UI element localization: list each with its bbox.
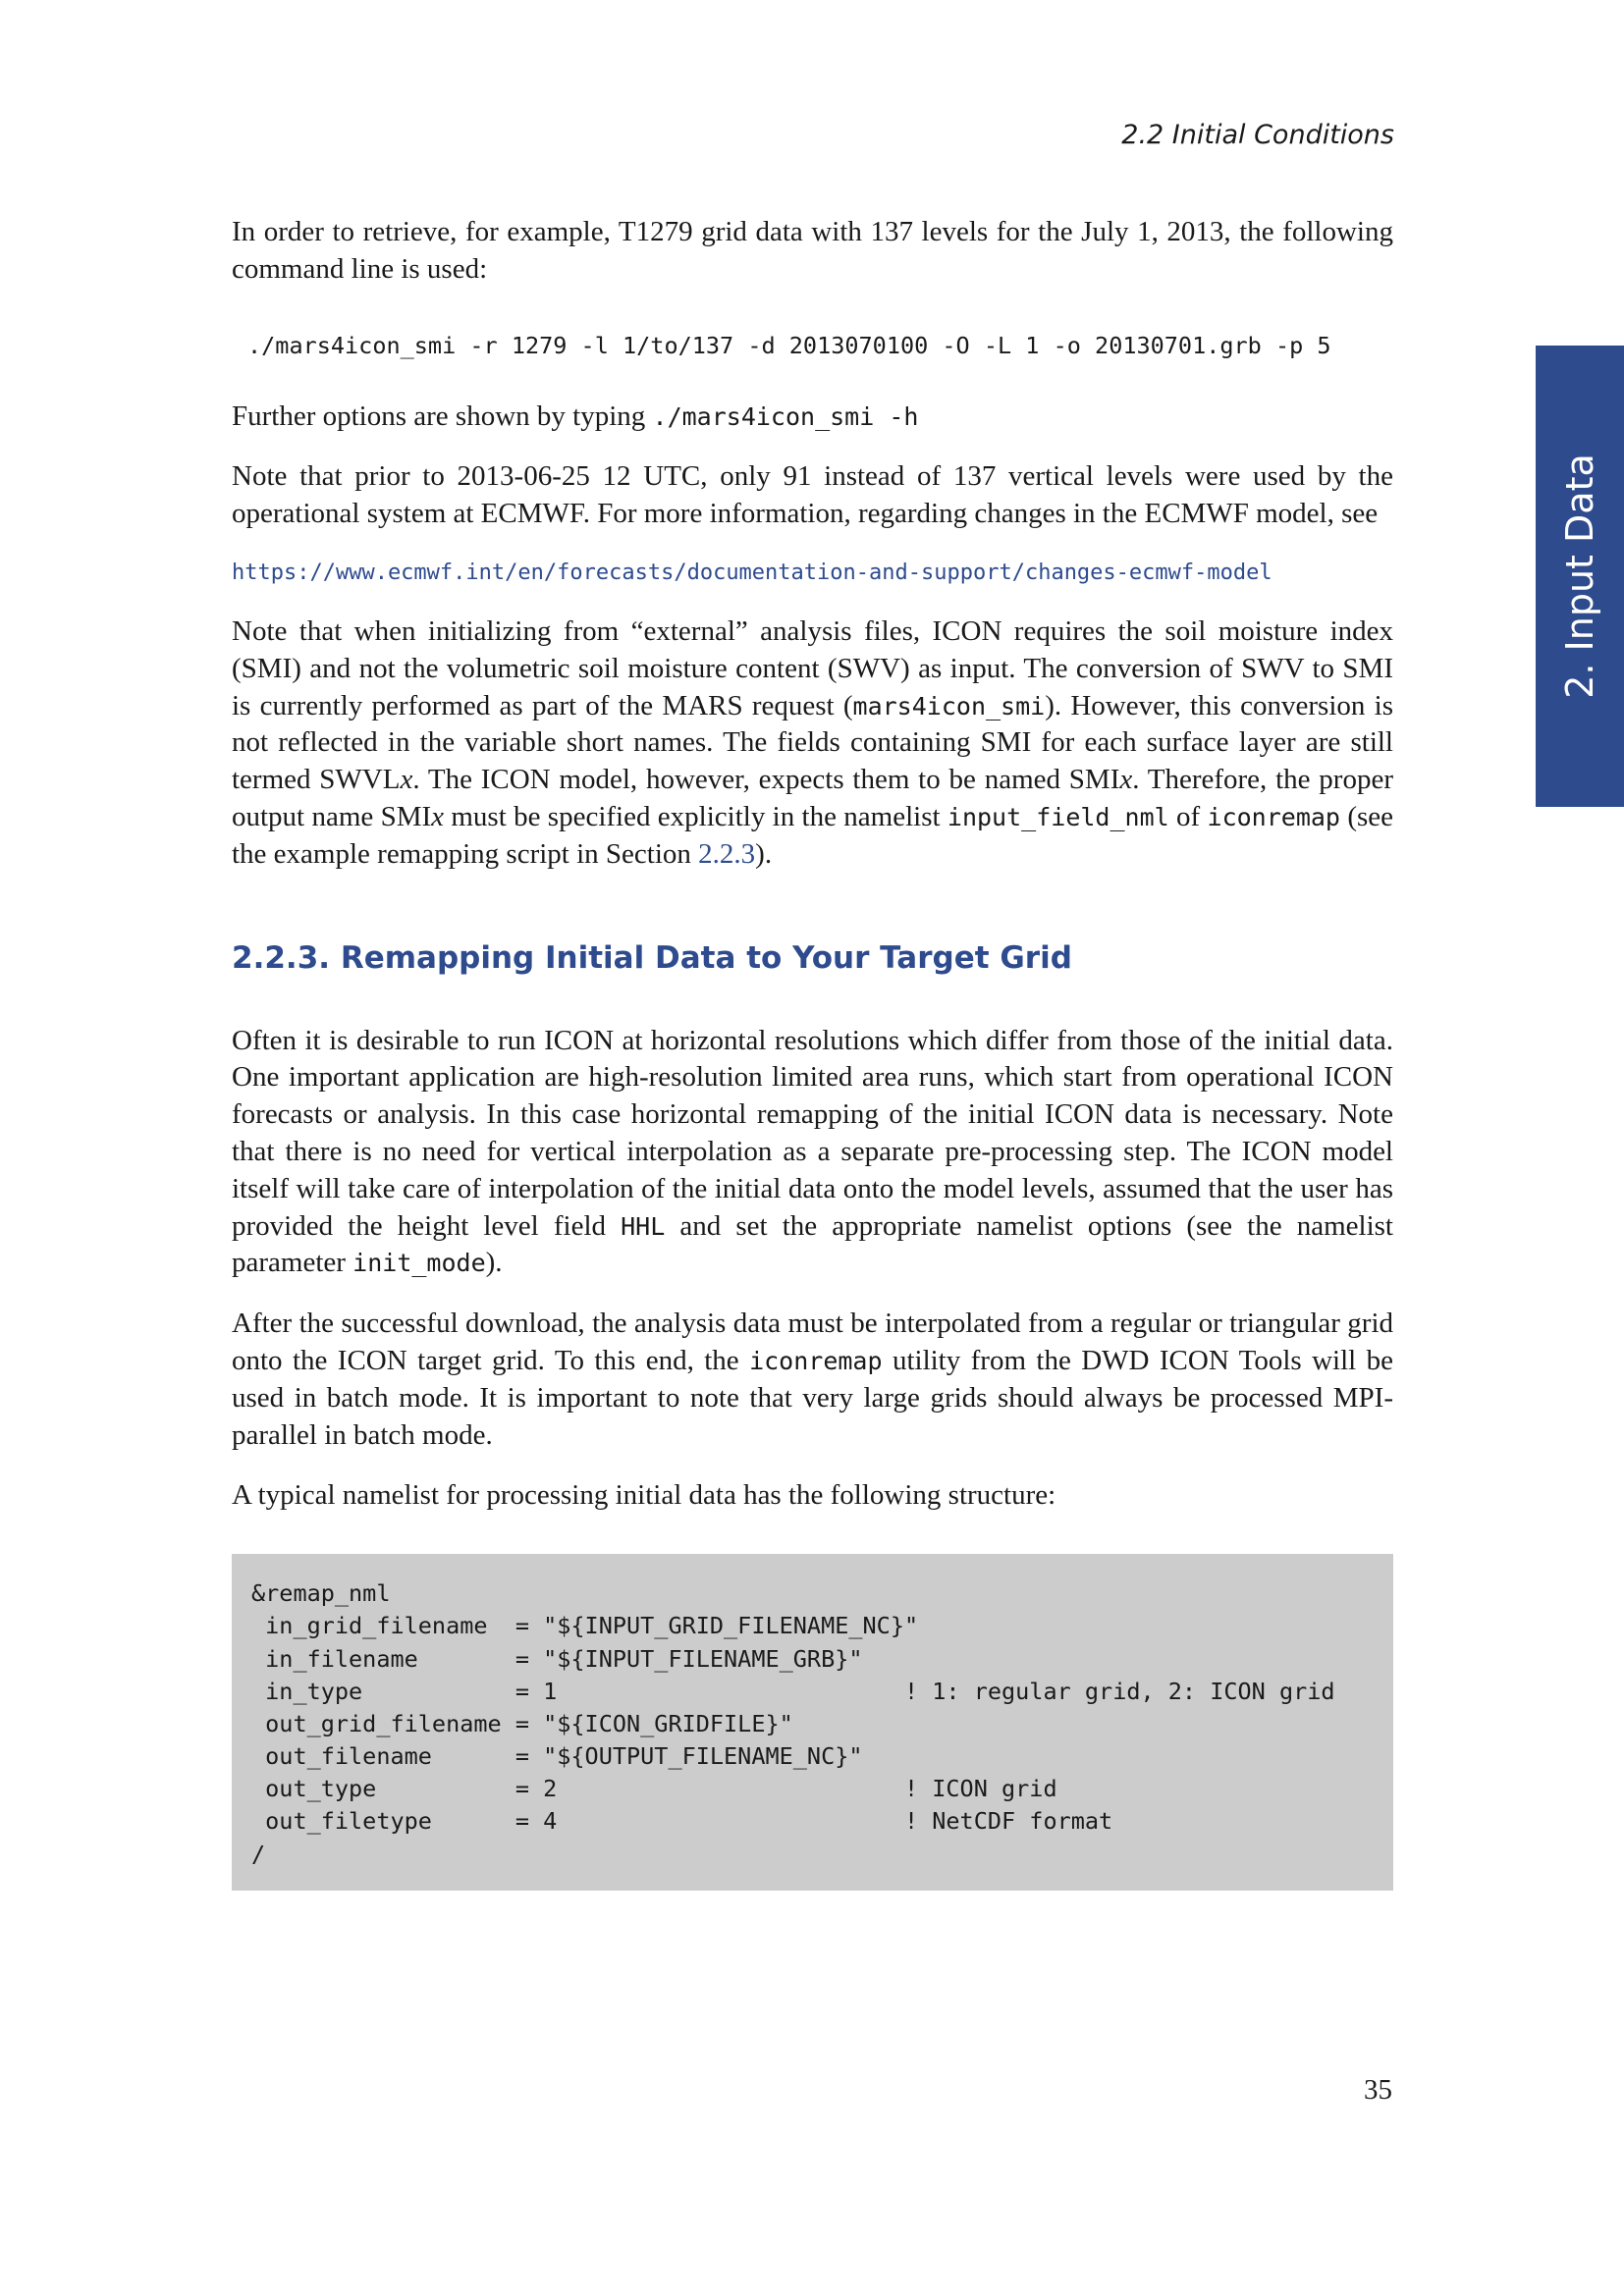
- running-head: 2.2 Initial Conditions: [1121, 120, 1394, 150]
- code-line: in_type = 1 ! 1: regular grid, 2: ICON grid: [251, 1677, 1335, 1705]
- math-x: x: [400, 764, 413, 796]
- code-input-field-nml: input_field_nml: [947, 802, 1169, 831]
- code-line: in_filename = "${INPUT_FILENAME_GRB}": [251, 1644, 863, 1673]
- text-span: Often it is desirable to run ICON at horizontal resolutions which differ from those of the initial data. One important application are high-resolution limited area runs, which start from operational ICON forecasts or analysis. In this case horizontal remapping of the initial ICON data is necessary. Note that there is no need for vertical interpolation as a separate pre-processing step. The ICON model itself will take care of interpolation of the initial data onto the model levels, assumed that the user has provided the height level field: [232, 1024, 1393, 1242]
- text-span: and set the appropriate namelist options (see the namelist parameter: [232, 1209, 1393, 1279]
- page-content: [232, 214, 1393, 1891]
- help-command: ./mars4icon_smi -h: [652, 401, 919, 431]
- section-reference-link[interactable]: 2.2.3: [698, 837, 756, 870]
- text-span: ).: [485, 1247, 503, 1279]
- chapter-side-tab: [1536, 346, 1624, 807]
- paragraph-smi-note: [232, 614, 1393, 874]
- text-span: of: [1168, 800, 1208, 832]
- chapter-side-tab-label: 2. Input Data: [1558, 454, 1601, 699]
- text-span: . The ICON model, however, expects them to be named SMI: [412, 764, 1120, 796]
- namelist-code-block: [232, 1554, 1393, 1891]
- text-span: ).: [755, 837, 773, 870]
- math-x: x: [431, 800, 445, 832]
- text-span: utility from the DWD ICON Tools will be used in batch mode. It is important to note that very large grids should always be processed MPI-parallel in batch mode.: [232, 1344, 1393, 1451]
- page-number: 35: [1364, 2074, 1392, 2106]
- math-x: x: [1119, 764, 1133, 796]
- paragraph-namelist-intro: A typical namelist for processing initial data has the following structure:: [232, 1479, 1056, 1512]
- text-span: After the successful download, the analysis data must be interpolated from a regular or triangular grid onto the ICON target grid. To this end, the: [232, 1308, 1393, 1376]
- text-span: (see the example remapping script in Section: [232, 800, 1394, 870]
- text-span: Note that when initializing from “external” analysis files, ICON requires the soil moisture index (SMI) and not the volumetric soil moisture content (SWV) as input. The conversion of SWV to SMI is currently performed as part of the MARS request (: [232, 614, 1393, 721]
- code-iconremap: iconremap: [1207, 802, 1340, 831]
- code-line: &remap_nml: [251, 1579, 391, 1608]
- code-iconremap: iconremap: [749, 1346, 883, 1375]
- code-mars4icon-smi: mars4icon_smi: [852, 691, 1046, 721]
- code-line: out_type = 2 ! ICON grid: [251, 1775, 1057, 1803]
- paragraph-retrieve-example: In order to retrieve, for example, T1279 grid data with 137 levels for the July 1, 2013, the following command line is used:: [232, 216, 1393, 285]
- further-options-text: Further options are shown by typing: [232, 400, 646, 432]
- ecmwf-changes-link[interactable]: https://www.ecmwf.int/en/forecasts/documentation-and-support/changes-ecmwf-model: [232, 560, 1272, 585]
- code-line: /: [251, 1840, 266, 1868]
- section-heading: 2.2.3. Remapping Initial Data to Your Target Grid: [232, 939, 1072, 976]
- paragraph-batch-mode: [232, 1306, 1393, 1454]
- code-hhl: HHL: [621, 1211, 666, 1241]
- text-span: must be specified explicitly in the namelist: [444, 800, 947, 832]
- paragraph-vertical-levels-note: Note that prior to 2013-06-25 12 UTC, only 91 instead of 137 vertical levels were used by the operational system at ECMWF. For more information, regarding changes in the ECMWF model, see: [232, 460, 1393, 530]
- code-init-mode: init_mode: [352, 1249, 486, 1278]
- code-line: out_filename = "${OUTPUT_FILENAME_NC}": [251, 1742, 863, 1771]
- paragraph-further-options: [232, 399, 1393, 436]
- paragraph-remapping-intro: [232, 1023, 1393, 1283]
- text-span: ). However, this conversion is not reflected in the variable short names. The fields containing SMI for each surface layer are still termed SWVL: [232, 689, 1393, 796]
- code-line: in_grid_filename = "${INPUT_GRID_FILENAME_NC}": [251, 1612, 919, 1640]
- code-line: out_grid_filename = "${ICON_GRIDFILE}": [251, 1709, 793, 1737]
- text-span: . Therefore, the proper output name SMI: [232, 764, 1393, 832]
- code-line: out_filetype = 4 ! NetCDF format: [251, 1807, 1113, 1836]
- command-line-example: ./mars4icon_smi -r 1279 -l 1/to/137 -d 2013070100 -O -L 1 -o 20130701.grb -p 5: [247, 331, 1331, 359]
